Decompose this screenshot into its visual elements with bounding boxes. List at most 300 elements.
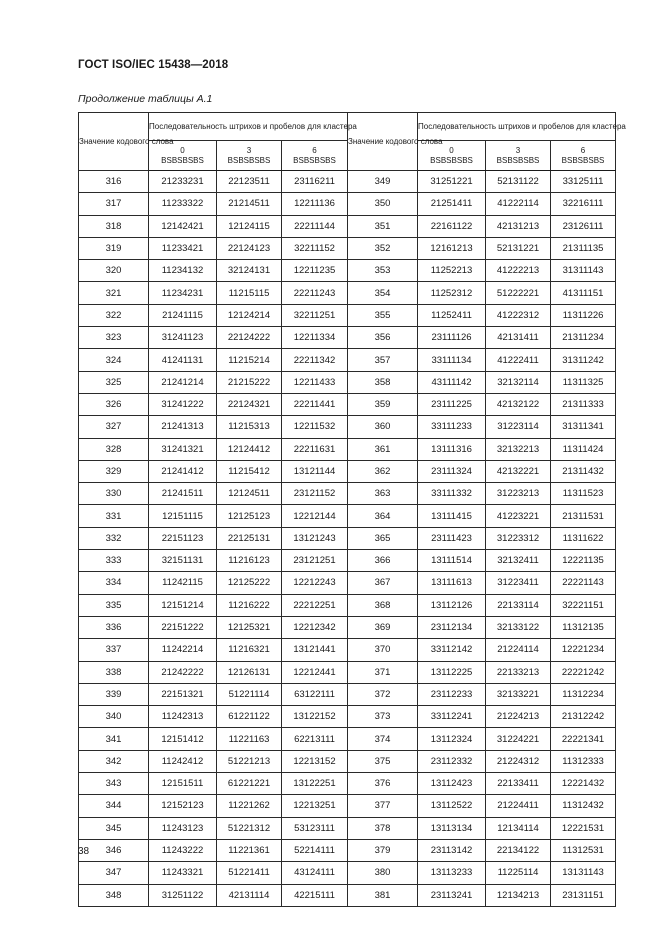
cluster-3-pattern: 42132122 (486, 393, 551, 415)
header-codeword-value: Значение кодового слова (348, 113, 418, 171)
cluster-6-pattern: 13131143 (551, 862, 616, 884)
cluster-0-pattern: 12152123 (149, 795, 217, 817)
cluster-3-pattern: 22125131 (217, 527, 282, 549)
cluster-6-pattern: 21312242 (551, 706, 616, 728)
codeword-value: 347 (79, 862, 149, 884)
cluster-6-pattern: 32211251 (282, 304, 348, 326)
cluster-3-pattern: 41223221 (486, 505, 551, 527)
cluster-0-pattern: 13112225 (418, 661, 486, 683)
table-row (79, 683, 616, 705)
cluster-0-pattern: 33111134 (418, 349, 486, 371)
cluster-3-pattern: 21214511 (217, 193, 282, 215)
cluster-6-pattern: 21311333 (551, 393, 616, 415)
cluster-6-pattern: 23116211 (282, 171, 348, 193)
cluster-0-pattern: 11243321 (149, 862, 217, 884)
cluster-6-pattern: 41311151 (551, 282, 616, 304)
codeword-value: 334 (79, 572, 149, 594)
cluster-6-pattern: 21311432 (551, 460, 616, 482)
cluster-6-pattern: 23126111 (551, 215, 616, 237)
cluster-3-pattern: 52131221 (486, 237, 551, 259)
table-row (79, 862, 616, 884)
cluster-0-pattern: 22151222 (149, 616, 217, 638)
cluster-6-pattern: 22221242 (551, 661, 616, 683)
codeword-value: 340 (79, 706, 149, 728)
cluster-3-pattern: 31223114 (486, 416, 551, 438)
codeword-value: 381 (348, 884, 418, 906)
cluster-6-pattern: 11311424 (551, 438, 616, 460)
cluster-6-pattern: 31311143 (551, 260, 616, 282)
cluster-0-pattern: 11252213 (418, 260, 486, 282)
cluster-3-pattern: 21224213 (486, 706, 551, 728)
codeword-value: 352 (348, 237, 418, 259)
cluster-0-pattern: 11233421 (149, 237, 217, 259)
cluster-0-pattern: 11252411 (418, 304, 486, 326)
cluster-0-pattern: 11243123 (149, 817, 217, 839)
cluster-0-pattern: 23112134 (418, 616, 486, 638)
cluster-3-pattern: 51222221 (486, 282, 551, 304)
cluster-6-pattern: 22221143 (551, 572, 616, 594)
codeword-value: 374 (348, 728, 418, 750)
cluster-3-pattern: 12124214 (217, 304, 282, 326)
cluster-6-pattern: 12211235 (282, 260, 348, 282)
codeword-value: 345 (79, 817, 149, 839)
codeword-value: 322 (79, 304, 149, 326)
cluster-6-pattern: 11311226 (551, 304, 616, 326)
cluster-0-pattern: 13111316 (418, 438, 486, 460)
codeword-value: 373 (348, 706, 418, 728)
cluster-0-pattern: 31241321 (149, 438, 217, 460)
codeword-value: 323 (79, 327, 149, 349)
cluster-0-pattern: 21241313 (149, 416, 217, 438)
codeword-value: 350 (348, 193, 418, 215)
table-row (79, 594, 616, 616)
cluster-3-pattern: 51221114 (217, 683, 282, 705)
cluster-3-pattern: 21215222 (217, 371, 282, 393)
cluster-0-pattern: 43111142 (418, 371, 486, 393)
cluster-6-pattern: 22211243 (282, 282, 348, 304)
codeword-value: 366 (348, 550, 418, 572)
codeword-value: 319 (79, 237, 149, 259)
cluster-6-pattern: 13122251 (282, 773, 348, 795)
codeword-value: 328 (79, 438, 149, 460)
codeword-value: 321 (79, 282, 149, 304)
cluster-0-pattern: 22151321 (149, 683, 217, 705)
cluster-0-pattern: 12151511 (149, 773, 217, 795)
cluster-0-pattern: 12161213 (418, 237, 486, 259)
header-cluster-0: 0 BSBSBSBS (149, 141, 217, 171)
table-row (79, 349, 616, 371)
cluster-6-pattern: 43124111 (282, 862, 348, 884)
cluster-6-pattern: 22211342 (282, 349, 348, 371)
cluster-3-pattern: 11215313 (217, 416, 282, 438)
cluster-3-pattern: 11215214 (217, 349, 282, 371)
codeword-value: 375 (348, 750, 418, 772)
table-row (79, 282, 616, 304)
cluster-6-pattern: 12212342 (282, 616, 348, 638)
cluster-0-pattern: 31241123 (149, 327, 217, 349)
cluster-3-pattern: 31223411 (486, 572, 551, 594)
cluster-6-pattern: 12212144 (282, 505, 348, 527)
cluster-0-pattern: 11234132 (149, 260, 217, 282)
table-row (79, 260, 616, 282)
cluster-3-pattern: 12134213 (486, 884, 551, 906)
cluster-3-pattern: 32132411 (486, 550, 551, 572)
table-row (79, 706, 616, 728)
codeword-value: 372 (348, 683, 418, 705)
cluster-6-pattern: 62213111 (282, 728, 348, 750)
cluster-3-pattern: 11221163 (217, 728, 282, 750)
cluster-3-pattern: 12125321 (217, 616, 282, 638)
cluster-3-pattern: 22124321 (217, 393, 282, 415)
codeword-value: 371 (348, 661, 418, 683)
codeword-value: 362 (348, 460, 418, 482)
cluster-3-pattern: 61221122 (217, 706, 282, 728)
cluster-3-pattern: 11215115 (217, 282, 282, 304)
cluster-3-pattern: 61221221 (217, 773, 282, 795)
codeword-value: 330 (79, 483, 149, 505)
cluster-0-pattern: 12151412 (149, 728, 217, 750)
codeword-value: 380 (348, 862, 418, 884)
cluster-6-pattern: 11311325 (551, 371, 616, 393)
cluster-6-pattern: 22211631 (282, 438, 348, 460)
header-cluster-group: Последовательность штрихов и пробелов для кластера (149, 113, 348, 141)
header-cluster-3: 3 BSBSBSBS (486, 141, 551, 171)
cluster-3-pattern: 11216321 (217, 639, 282, 661)
cluster-0-pattern: 32151131 (149, 550, 217, 572)
codeword-value: 341 (79, 728, 149, 750)
codeword-value: 368 (348, 594, 418, 616)
cluster-0-pattern: 33111332 (418, 483, 486, 505)
cluster-0-pattern: 12142421 (149, 215, 217, 237)
codeword-value: 360 (348, 416, 418, 438)
codeword-value: 349 (348, 171, 418, 193)
document-title: ГОСТ ISO/IEC 15438—2018 (78, 59, 229, 71)
codeword-value: 369 (348, 616, 418, 638)
cluster-3-pattern: 22133411 (486, 773, 551, 795)
cluster-3-pattern: 41222411 (486, 349, 551, 371)
cluster-6-pattern: 31311242 (551, 349, 616, 371)
cluster-3-pattern: 32124131 (217, 260, 282, 282)
cluster-6-pattern: 12211532 (282, 416, 348, 438)
table-row (79, 416, 616, 438)
header-cluster-6: 6 BSBSBSBS (282, 141, 348, 171)
cluster-0-pattern: 21241214 (149, 371, 217, 393)
cluster-0-pattern: 23111324 (418, 460, 486, 482)
cluster-3-pattern: 12134114 (486, 817, 551, 839)
codeword-value: 324 (79, 349, 149, 371)
codeword-value: 346 (79, 839, 149, 861)
codeword-value: 361 (348, 438, 418, 460)
cluster-6-pattern: 11312234 (551, 683, 616, 705)
cluster-0-pattern: 13112324 (418, 728, 486, 750)
cluster-6-pattern: 13121243 (282, 527, 348, 549)
table-row (79, 572, 616, 594)
cluster-3-pattern: 22124222 (217, 327, 282, 349)
cluster-3-pattern: 11221361 (217, 839, 282, 861)
codeword-value: 356 (348, 327, 418, 349)
codeword-value: 370 (348, 639, 418, 661)
codeword-value: 379 (348, 839, 418, 861)
cluster-0-pattern: 21233231 (149, 171, 217, 193)
codeword-value: 333 (79, 550, 149, 572)
cluster-3-pattern: 22123511 (217, 171, 282, 193)
table-row (79, 193, 616, 215)
cluster-0-pattern: 11242115 (149, 572, 217, 594)
codeword-value: 320 (79, 260, 149, 282)
codeword-value: 326 (79, 393, 149, 415)
cluster-6-pattern: 12221135 (551, 550, 616, 572)
codeword-value: 367 (348, 572, 418, 594)
cluster-6-pattern: 32216111 (551, 193, 616, 215)
cluster-0-pattern: 11233322 (149, 193, 217, 215)
codeword-value: 351 (348, 215, 418, 237)
codeword-value: 335 (79, 594, 149, 616)
cluster-6-pattern: 12211334 (282, 327, 348, 349)
cluster-0-pattern: 23113241 (418, 884, 486, 906)
table-row (79, 304, 616, 326)
codeword-value: 318 (79, 215, 149, 237)
codeword-value: 359 (348, 393, 418, 415)
table-row (79, 438, 616, 460)
codeword-value: 377 (348, 795, 418, 817)
cluster-0-pattern: 11242214 (149, 639, 217, 661)
cluster-6-pattern: 12213251 (282, 795, 348, 817)
cluster-3-pattern: 41222114 (486, 193, 551, 215)
cluster-6-pattern: 23121251 (282, 550, 348, 572)
table-row (79, 483, 616, 505)
cluster-0-pattern: 23112233 (418, 683, 486, 705)
cluster-0-pattern: 23112332 (418, 750, 486, 772)
page-number: 38 (78, 846, 90, 857)
cluster-3-pattern: 11215412 (217, 460, 282, 482)
cluster-0-pattern: 11243222 (149, 839, 217, 861)
table-row (79, 616, 616, 638)
codeword-value: 316 (79, 171, 149, 193)
cluster-0-pattern: 33112241 (418, 706, 486, 728)
codeword-value: 343 (79, 773, 149, 795)
table-body (79, 171, 616, 907)
cluster-3-pattern: 11216123 (217, 550, 282, 572)
cluster-0-pattern: 41241131 (149, 349, 217, 371)
cluster-6-pattern: 12211433 (282, 371, 348, 393)
cluster-6-pattern: 12212243 (282, 572, 348, 594)
cluster-3-pattern: 42131114 (217, 884, 282, 906)
table-row (79, 393, 616, 415)
codeword-value: 344 (79, 795, 149, 817)
cluster-3-pattern: 12124511 (217, 483, 282, 505)
cluster-6-pattern: 22221341 (551, 728, 616, 750)
codeword-value: 317 (79, 193, 149, 215)
cluster-6-pattern: 22212251 (282, 594, 348, 616)
cluster-3-pattern: 32132114 (486, 371, 551, 393)
codeword-value: 358 (348, 371, 418, 393)
cluster-0-pattern: 11242313 (149, 706, 217, 728)
cluster-0-pattern: 13112522 (418, 795, 486, 817)
cluster-3-pattern: 31223213 (486, 483, 551, 505)
cluster-0-pattern: 23113142 (418, 839, 486, 861)
cluster-3-pattern: 12125222 (217, 572, 282, 594)
cluster-6-pattern: 11311622 (551, 527, 616, 549)
cluster-3-pattern: 31224221 (486, 728, 551, 750)
cluster-3-pattern: 12126131 (217, 661, 282, 683)
cluster-3-pattern: 22134122 (486, 839, 551, 861)
cluster-6-pattern: 11312333 (551, 750, 616, 772)
cluster-6-pattern: 11312135 (551, 616, 616, 638)
cluster-0-pattern: 13111514 (418, 550, 486, 572)
cluster-6-pattern: 53123111 (282, 817, 348, 839)
cluster-0-pattern: 23111225 (418, 393, 486, 415)
cluster-0-pattern: 22151123 (149, 527, 217, 549)
codeword-value: 353 (348, 260, 418, 282)
cluster-3-pattern: 22133114 (486, 594, 551, 616)
cluster-0-pattern: 12151115 (149, 505, 217, 527)
table-row (79, 817, 616, 839)
cluster-3-pattern: 11225114 (486, 862, 551, 884)
codeword-value: 325 (79, 371, 149, 393)
table-row (79, 171, 616, 193)
cluster-6-pattern: 22211144 (282, 215, 348, 237)
cluster-6-pattern: 12211136 (282, 193, 348, 215)
cluster-3-pattern: 42132221 (486, 460, 551, 482)
cluster-0-pattern: 31241222 (149, 393, 217, 415)
cluster-3-pattern: 41222213 (486, 260, 551, 282)
cluster-3-pattern: 51221411 (217, 862, 282, 884)
codeword-value: 336 (79, 616, 149, 638)
cluster-6-pattern: 12221234 (551, 639, 616, 661)
header-cluster-3: 3 BSBSBSBS (217, 141, 282, 171)
cluster-3-pattern: 42131411 (486, 327, 551, 349)
codeword-table (78, 112, 626, 907)
codeword-value: 355 (348, 304, 418, 326)
cluster-6-pattern: 13121144 (282, 460, 348, 482)
codeword-value: 327 (79, 416, 149, 438)
cluster-0-pattern: 33112142 (418, 639, 486, 661)
table-row (79, 661, 616, 683)
table-row (79, 550, 616, 572)
table-row (79, 795, 616, 817)
codeword-value: 376 (348, 773, 418, 795)
table-caption: Продолжение таблицы А.1 (78, 93, 213, 105)
codeword-value: 339 (79, 683, 149, 705)
cluster-6-pattern: 11311523 (551, 483, 616, 505)
table-row (79, 750, 616, 772)
codeword-value: 348 (79, 884, 149, 906)
cluster-6-pattern: 42215111 (282, 884, 348, 906)
cluster-3-pattern: 21224411 (486, 795, 551, 817)
cluster-6-pattern: 23131151 (551, 884, 616, 906)
cluster-6-pattern: 12221432 (551, 773, 616, 795)
cluster-3-pattern: 51221213 (217, 750, 282, 772)
cluster-3-pattern: 32133221 (486, 683, 551, 705)
cluster-0-pattern: 13113233 (418, 862, 486, 884)
cluster-0-pattern: 13112423 (418, 773, 486, 795)
cluster-3-pattern: 41222312 (486, 304, 551, 326)
header-cluster-group: Последовательность штрихов и пробелов для кластера (418, 113, 616, 141)
codeword-value: 337 (79, 639, 149, 661)
codeword-value: 342 (79, 750, 149, 772)
header-codeword-value: Значение кодового слова (79, 113, 149, 171)
table-row (79, 505, 616, 527)
table-row (79, 237, 616, 259)
table-row (79, 327, 616, 349)
codeword-value: 365 (348, 527, 418, 549)
cluster-6-pattern: 21311135 (551, 237, 616, 259)
cluster-0-pattern: 11252312 (418, 282, 486, 304)
cluster-0-pattern: 13111415 (418, 505, 486, 527)
cluster-6-pattern: 32211152 (282, 237, 348, 259)
cluster-3-pattern: 42131213 (486, 215, 551, 237)
cluster-6-pattern: 52214111 (282, 839, 348, 861)
cluster-0-pattern: 22161122 (418, 215, 486, 237)
codeword-value: 332 (79, 527, 149, 549)
cluster-3-pattern: 11221262 (217, 795, 282, 817)
codeword-value: 338 (79, 661, 149, 683)
cluster-6-pattern: 21311234 (551, 327, 616, 349)
cluster-0-pattern: 31251221 (418, 171, 486, 193)
cluster-0-pattern: 13111613 (418, 572, 486, 594)
cluster-6-pattern: 12213152 (282, 750, 348, 772)
cluster-3-pattern: 12124412 (217, 438, 282, 460)
codeword-value: 357 (348, 349, 418, 371)
table-row (79, 773, 616, 795)
cluster-3-pattern: 32133122 (486, 616, 551, 638)
table-row (79, 884, 616, 906)
cluster-0-pattern: 21241115 (149, 304, 217, 326)
table-row (79, 728, 616, 750)
cluster-6-pattern: 33125111 (551, 171, 616, 193)
codeword-value: 364 (348, 505, 418, 527)
cluster-0-pattern: 13113134 (418, 817, 486, 839)
cluster-6-pattern: 12221531 (551, 817, 616, 839)
cluster-0-pattern: 23111126 (418, 327, 486, 349)
cluster-3-pattern: 31223312 (486, 527, 551, 549)
header-cluster-0: 0 BSBSBSBS (418, 141, 486, 171)
cluster-0-pattern: 13112126 (418, 594, 486, 616)
cluster-6-pattern: 11312531 (551, 839, 616, 861)
table-row (79, 527, 616, 549)
cluster-0-pattern: 21241511 (149, 483, 217, 505)
cluster-6-pattern: 12212441 (282, 661, 348, 683)
cluster-0-pattern: 23111423 (418, 527, 486, 549)
cluster-6-pattern: 63122111 (282, 683, 348, 705)
table-row (79, 839, 616, 861)
codeword-value: 378 (348, 817, 418, 839)
cluster-6-pattern: 21311531 (551, 505, 616, 527)
cluster-6-pattern: 22211441 (282, 393, 348, 415)
cluster-0-pattern: 11242412 (149, 750, 217, 772)
cluster-3-pattern: 22124123 (217, 237, 282, 259)
cluster-3-pattern: 21224312 (486, 750, 551, 772)
cluster-3-pattern: 21224114 (486, 639, 551, 661)
codeword-value: 331 (79, 505, 149, 527)
cluster-0-pattern: 12151214 (149, 594, 217, 616)
codeword-value: 363 (348, 483, 418, 505)
codeword-value: 329 (79, 460, 149, 482)
cluster-0-pattern: 31251122 (149, 884, 217, 906)
cluster-0-pattern: 21251411 (418, 193, 486, 215)
cluster-3-pattern: 32132213 (486, 438, 551, 460)
header-cluster-6: 6 BSBSBSBS (551, 141, 616, 171)
table-row (79, 215, 616, 237)
table-row (79, 371, 616, 393)
cluster-6-pattern: 23121152 (282, 483, 348, 505)
table-row (79, 460, 616, 482)
cluster-0-pattern: 33111233 (418, 416, 486, 438)
cluster-0-pattern: 21242222 (149, 661, 217, 683)
cluster-6-pattern: 31311341 (551, 416, 616, 438)
cluster-3-pattern: 22133213 (486, 661, 551, 683)
cluster-6-pattern: 13122152 (282, 706, 348, 728)
